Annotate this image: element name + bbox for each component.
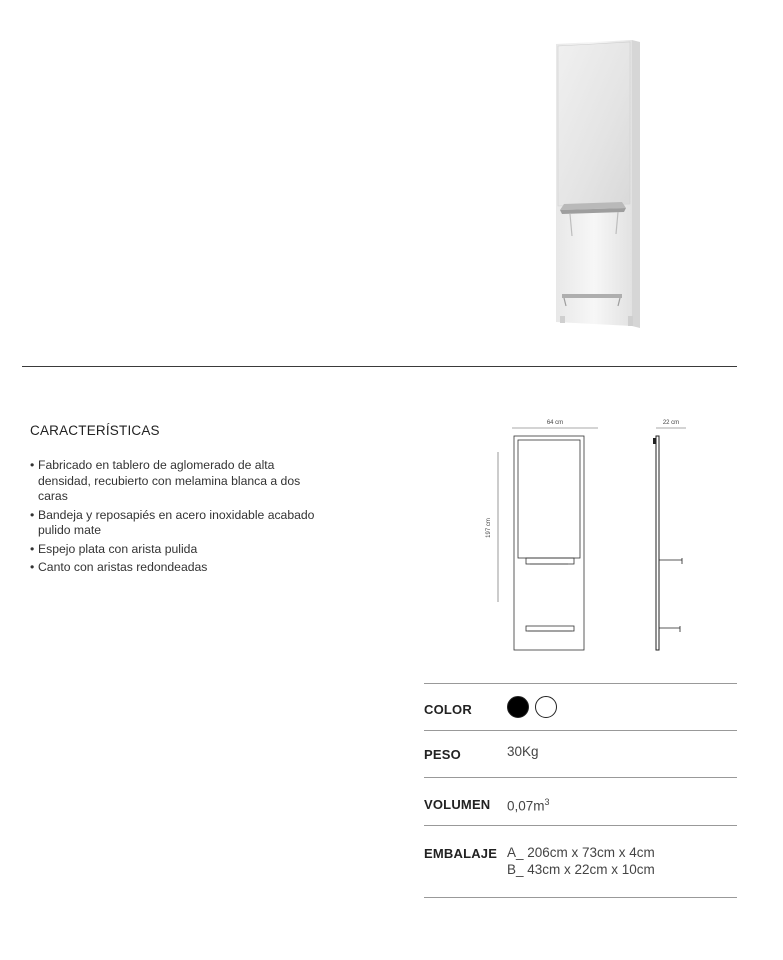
spec-row-peso [424,730,737,777]
color-label: COLOR [424,702,472,717]
list-item: • Bandeja y reposapiés en acero inoxidable acabado pulido mate [30,507,315,537]
color-swatches [507,696,563,718]
embalaje-line-a: A_ 206cm x 73cm x 4cm [507,845,655,860]
width-dimension-label: 64 cm [546,420,564,426]
side-view-drawing [640,412,700,658]
mirror-outline [518,440,580,558]
spec-row-embalaje [424,825,737,898]
depth-dimension-label: 22 cm [662,420,680,426]
height-dimension-label: 197 cm [486,518,492,538]
section-divider [22,366,737,367]
list-item: • Fabricado en tablero de aglomerado de alta densidad, recubierto con melamina blanca a dos caras [30,458,301,503]
footrest-outline [526,626,574,631]
features-title: CARACTERÍSTICAS [30,423,160,438]
side-panel-outline [656,436,659,650]
volumen-label: VOLUMEN [424,797,491,812]
list-item: • Canto con aristas redondeadas [30,560,208,574]
peso-value: 30Kg [507,744,539,759]
tray-outline [526,558,574,564]
spec-table [424,683,737,898]
embalaje-label: EMBALAJE [424,846,498,861]
white-swatch[interactable] [535,696,557,718]
spec-row-color [424,683,737,730]
list-item: • Espejo plata con arista pulida [30,541,198,556]
features-list [30,458,320,579]
panel-outline [514,436,584,650]
embalaje-line-b: B_ 43cm x 22cm x 10cm [507,862,655,877]
embalaje-value [507,844,655,878]
peso-label: PESO [424,747,461,762]
volumen-value: $0,07m^3$ [507,797,550,814]
product-photo [548,36,658,336]
black-swatch[interactable] [507,696,529,718]
spec-row-volumen [424,777,737,825]
front-view-drawing [478,412,608,658]
